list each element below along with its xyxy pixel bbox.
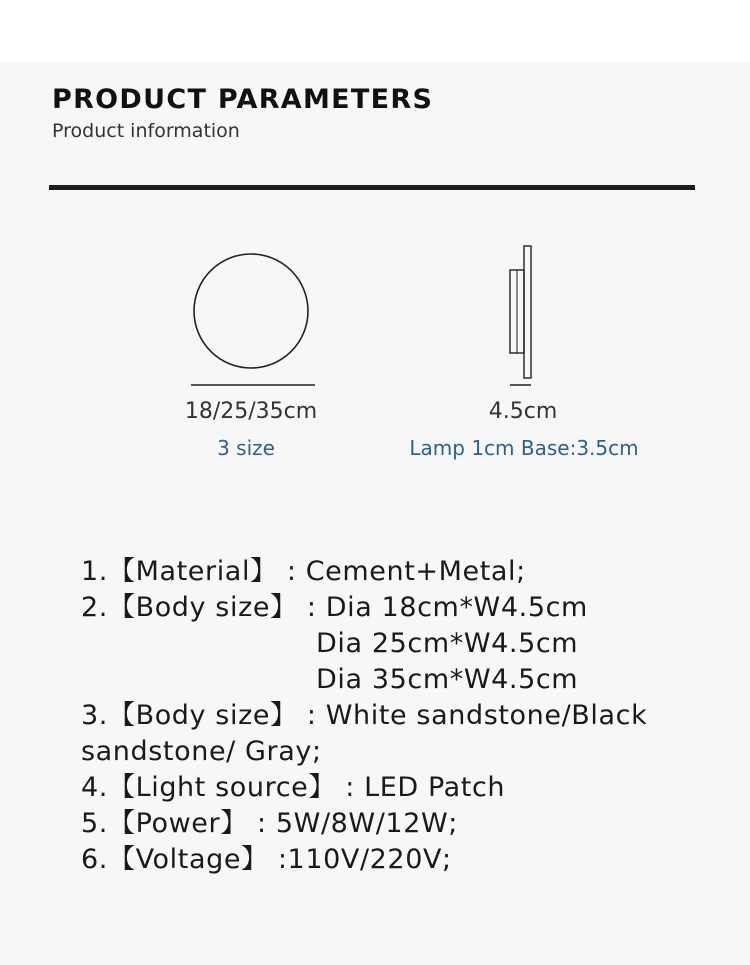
spec-number: 5. [81,808,108,839]
spec-number: 3. [81,700,108,731]
spec-value: : LED Patch [345,772,506,803]
spec-label: 【Power】 [107,808,248,839]
side-view-lamp [524,246,531,378]
front-dimension-label: 18/25/35cm [184,399,318,424]
page-subtitle: Product information [52,120,240,142]
spec-item-color [81,698,647,734]
spec-value: : 5W/8W/12W; [257,808,458,839]
spec-value: : Cement+Metal; [286,556,526,587]
spec-label: 【Material】 [107,556,278,587]
spec-value: :110V/220V; [277,844,452,875]
front-view-circle [194,254,308,368]
spec-number: 4. [81,772,108,803]
dimension-diagram [0,0,750,400]
side-dimension-label: 4.5cm [488,399,558,424]
spec-item-power [81,806,647,842]
spec-label: 【Light source】 [107,772,336,803]
spec-item-material [81,554,647,590]
spec-item-body-size [81,590,647,626]
spec-number: 1. [81,556,108,587]
spec-label: 【Body size】 [107,700,298,731]
spec-label: 【Voltage】 [107,844,269,875]
spec-item-voltage [81,842,647,878]
spec-item-light-source [81,770,647,806]
spec-list [81,554,647,878]
spec-continuation: Dia 25cm*W4.5cm [316,628,579,659]
side-dimension-note: Lamp 1cm Base:3.5cm [409,436,639,460]
spec-value: : White sandstone/Black [306,700,648,731]
spec-wrap-line: sandstone/ Gray; [81,736,322,767]
spec-continuation: Dia 35cm*W4.5cm [316,664,579,695]
spec-value: : Dia 18cm*W4.5cm [306,592,588,623]
front-dimension-note: 3 size [217,436,275,460]
spec-number: 6. [81,844,108,875]
spec-label: 【Body size】 [107,592,298,623]
spec-number: 2. [81,592,108,623]
page-title: PRODUCT PARAMETERS [52,84,434,115]
